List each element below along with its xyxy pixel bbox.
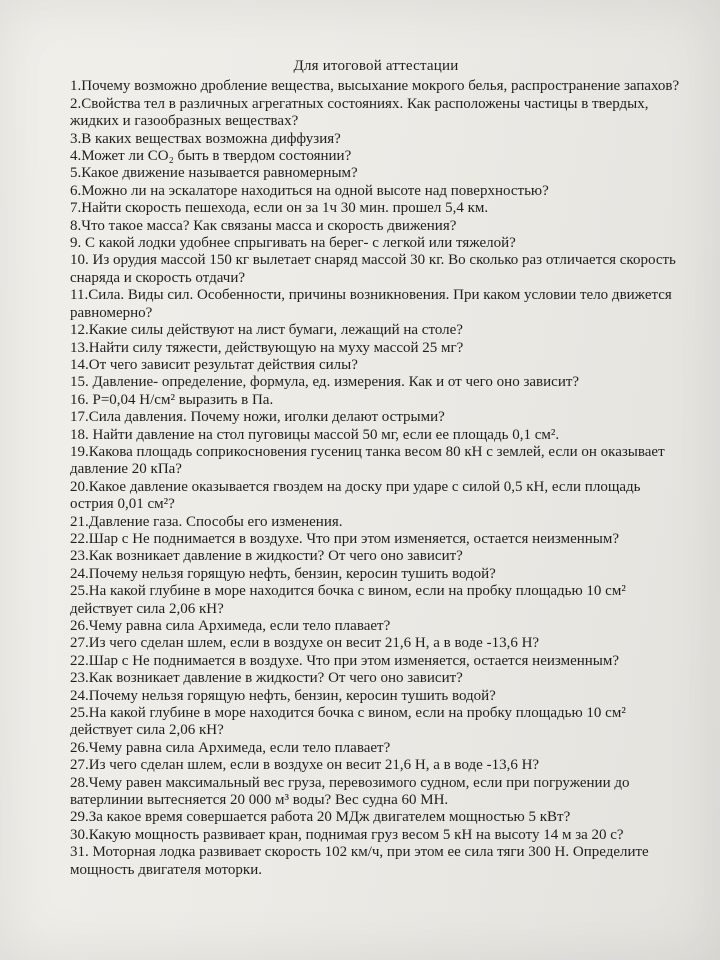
question-item: 22.Шар с Не поднимается в воздухе. Что при этом изменяется, остается неизменным? [70,652,620,669]
question-item: 17.Сила давления. Почему ножи, иголки делают острыми? [70,409,445,426]
question-item: 31. Моторная лодка развивает скорость 102 км/ч, при этом ее сила тяги 300 Н. Определите мощность двигателя моторки. [70,844,649,878]
question-item: 5.Какое движение называется равномерным? [70,165,358,182]
question-item: 2.Свойства тел в различных агрегатных состояниях. Как расположены частицы в твердых, жидких и газообразных веществах? [70,95,649,130]
question-item: 3.В каких веществах возможна диффузия? [70,130,341,147]
question-item: 26.Чему равна сила Архимеда, если тело плавает? [70,618,391,634]
question-item: 26.Чему равна сила Архимеда, если тело плавает? [70,739,391,756]
question-item: 6.Можно ли на эскалаторе находиться на одной высоте над поверхностью? [70,182,549,199]
question-item: 24.Почему нельзя горящую нефть, бензин, керосин тушить водой? [70,687,496,704]
question-item: 11.Сила. Виды сил. Особенности, причины возникновения. При каком условии тело движется равномерно? [70,287,672,321]
question-item: 19.Какова площадь соприкосновения гусениц танка весом 80 кН с землей, если он оказывает давление 20 кПа? [70,443,665,478]
question-item: 30.Какую мощность развивает кран, поднимая груз весом 5 кН на высоту 14 м за 20 с? [70,826,624,843]
question-item: 1.Почему возможно дробление вещества, высыхание мокрого белья, распространение запахов? [70,78,680,95]
question-item: 4.Может ли CO₂ быть в твердом состоянии? [70,148,352,165]
question-item: 21.Давление газа. Способы его изменения. [70,513,343,530]
document-title: Для итоговой аттестации [293,58,459,74]
question-item: 18. Найти давление на стол пуговицы массой 50 мг, если ее площадь 0,1 см². [70,426,560,443]
question-item: 9. С какой лодки удобнее спрыгивать на берег- с легкой или тяжелой? [70,235,516,252]
question-item: 24.Почему нельзя горящую нефть, бензин, керосин тушить водой? [70,565,496,582]
question-item: 29.За какое время совершается работа 20 МДж двигателем мощностью 5 кВт? [70,809,571,826]
question-item: 22.Шар с Не поднимается в воздухе. Что при этом изменяется, остается неизменным? [70,530,620,547]
question-item: 14.От чего зависит результат действия силы? [70,356,358,373]
question-item: 23.Как возникает давление в жидкости? От чего оно зависит? [70,670,463,687]
question-item: 12.Какие силы действуют на лист бумаги, лежащий на столе? [70,322,463,339]
question-item: 7.Найти скорость пешехода, если он за 1ч 30 мин. прошел 5,4 км. [70,200,489,217]
question-item: 28.Чему равен максимальный вес груза, перевозимого судном, если при погружении до ватерлинии вытесняется 20 000 м³ воды? Вес судна 60 МН. [70,774,630,809]
question-item: 15. Давление- определение, формула, ед. измерения. Как и от чего оно зависит? [70,374,580,391]
question-item: 16. P=0,04 Н/см² выразить в Па. [70,391,274,408]
question-item: 10. Из орудия массой 150 кг вылетает снаряд массой 30 кг. Во сколько раз отличается скорость снаряда и скорость отдачи? [70,252,676,286]
question-item: 27.Из чего сделан шлем, если в воздухе он весит 21,6 Н, а в воде -13,6 Н? [70,635,540,652]
question-item: 25.На какой глубине в море находится бочка с вином, если на пробку площадью 10 см² действует сила 2,06 кН? [70,705,626,739]
question-item: 27.Из чего сделан шлем, если в воздухе он весит 21,6 Н, а в воде -13,6 Н? [70,757,540,774]
question-item: 8.Что такое масса? Как связаны масса и скорость движения? [70,217,457,234]
question-item: 13.Найти силу тяжести, действующую на муху массой 25 мг? [70,339,464,356]
question-list [70,78,682,879]
question-item: 20.Какое давление оказывается гвоздем на доску при ударе с силой 0,5 кН, если площадь острия 0,01 см²? [70,478,641,513]
question-item: 25.На какой глубине в море находится бочка с вином, если на пробку площадью 10 см² действует сила 2,06 кН? [70,583,626,617]
document-body [70,58,682,879]
question-item: 23.Как возникает давление в жидкости? От чего оно зависит? [70,548,463,565]
